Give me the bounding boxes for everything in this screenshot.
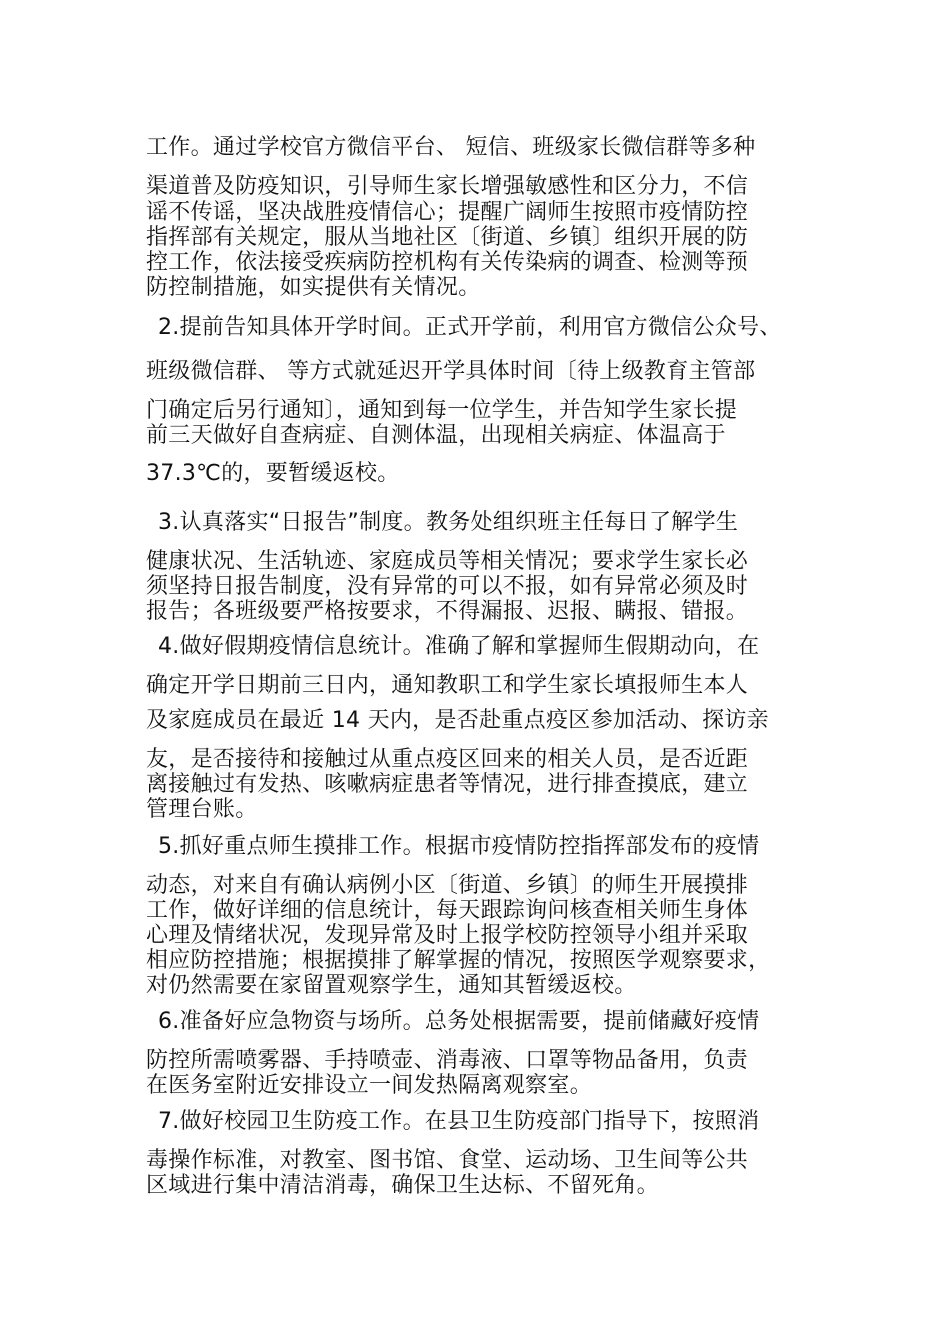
text-line: 友，是否接待和接触过从重点疫区回来的相关人员，是否近距	[146, 747, 749, 772]
text-line: 3.认真落实“日报告”制度。教务处组织班主任每日了解学生	[158, 510, 739, 535]
text-line: 须坚持日报告制度，没有异常的可以不报，如有异常必须及时	[146, 574, 749, 599]
text-line: 心理及情绪状况，发现异常及时上报学校防控领导小组并采取	[146, 923, 749, 948]
text-line: 区域进行集中清洁消毒，确保卫生达标、不留死角。	[146, 1173, 659, 1198]
text-line: 门确定后另行通知〕，通知到每一位学生，并告知学生家长提	[146, 398, 738, 423]
text-line: 2.提前告知具体开学时间。正式开学前，利用官方微信公众号、	[158, 315, 782, 340]
text-line: 37.3℃的，要暂缓返校。	[146, 461, 400, 486]
text-line: 7.做好校园卫生防疫工作。在县卫生防疫部门指导下，按照消	[158, 1109, 760, 1134]
text-line: 工作，做好详细的信息统计，每天跟踪询问核查相关师生身体	[146, 898, 749, 923]
text-line: 防控所需喷雾器、手持喷壶、消毒液、口罩等物品备用，负责	[146, 1048, 749, 1073]
text-line: 健康状况、生活轨迹、家庭成员等相关情况；要求学生家长必	[146, 549, 749, 574]
text-line: 离接触过有发热、咳嗽病症患者等情况，进行排查摸底，建立	[146, 772, 749, 797]
text-line: 确定开学日期前三日内，通知教职工和学生家长填报师生本人	[146, 673, 749, 698]
text-line: 对仍然需要在家留置观察学生，通知其暂缓返校。	[146, 973, 637, 998]
text-line: 相应防控措施；根据摸排了解掌握的情况，按照医学观察要求，	[146, 948, 771, 973]
text-line: 工作。通过学校官方微信平台、 短信、班级家长微信群等多种	[146, 135, 756, 160]
text-line: 管理台账。	[146, 797, 258, 822]
text-line: 动态，对来自有确认病例小区〔街道、乡镇〕的师生开展摸排	[146, 873, 749, 898]
text-line: 班级微信群、 等方式就延迟开学具体时间〔待上级教育主管部	[146, 359, 756, 384]
text-line: 及家庭成员在最近 14 天内，是否赴重点疫区参加活动、探访亲	[146, 708, 769, 733]
text-line: 渠道普及防疫知识，引导师生家长增强敏感性和区分力，不信	[146, 174, 749, 199]
text-line: 防控制措施，如实提供有关情况。	[146, 275, 481, 300]
text-line: 6.准备好应急物资与场所。总务处根据需要，提前储藏好疫情	[158, 1009, 760, 1034]
text-line: 在医务室附近安排设立一间发热隔离观察室。	[146, 1073, 593, 1098]
text-line: 指挥部有关规定，服从当地社区〔街道、乡镇〕组织开展的防	[146, 225, 749, 250]
text-line: 4.做好假期疫情信息统计。准确了解和掌握师生假期动向，在	[158, 634, 760, 659]
text-line: 报告；各班级要严格按要求，不得漏报、迟报、瞒报、错报。	[146, 599, 749, 624]
text-line: 谣不传谣，坚决战胜疫情信心；提醒广阔师生按照市疫情防控	[146, 200, 749, 225]
text-line: 前三天做好自查病症、自测体温，出现相关病症、体温高于	[146, 423, 726, 448]
text-line: 5.抓好重点师生摸排工作。根据市疫情防控指挥部发布的疫情	[158, 834, 760, 859]
text-line: 控工作，依法接受疾病防控机构有关传染病的调查、检测等预	[146, 250, 749, 275]
text-line: 毒操作标准，对教室、图书馆、食堂、运动场、卫生间等公共	[146, 1148, 749, 1173]
